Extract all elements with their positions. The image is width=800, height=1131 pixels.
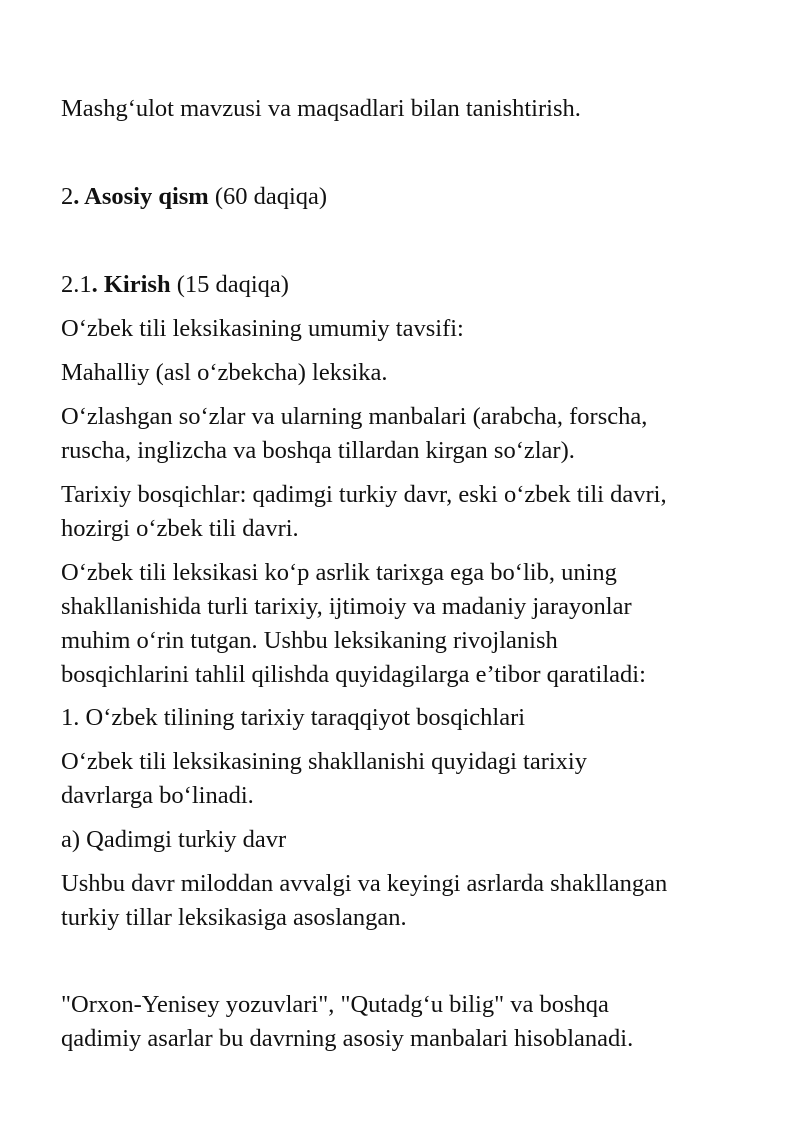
intro-line: Mashg‘ulot mavzusi va maqsadlari bilan tanishtirish. <box>61 95 581 122</box>
paragraph-5-line-4: bosqichlarini tahlil qilishda quyidagilarga e’tibor qaratiladi: <box>61 661 646 688</box>
paragraph-5-line-3: muhim o‘rin tutgan. Ushbu leksikaning rivojlanish <box>61 627 558 654</box>
paragraph-5-line-1: O‘zbek tili leksikasi ko‘p asrlik tarixga ega bo‘lib, uning <box>61 559 617 586</box>
section-2-heading <box>61 180 327 214</box>
paragraph-3-line-1: O‘zlashgan so‘zlar va ularning manbalari (arabcha, forscha, <box>61 403 648 430</box>
section-2-number: 2 <box>61 183 74 210</box>
paragraph-10-line-1: "Orxon-Yenisey yozuvlari", "Qutadg‘u bilig" va boshqa <box>61 991 609 1018</box>
paragraph-6: 1. O‘zbek tilining tarixiy taraqqiyot bosqichlari <box>61 704 526 731</box>
paragraph-7-line-2: davrlarga bo‘linadi. <box>61 782 254 809</box>
section-2-1-title: . Kirish <box>91 271 171 298</box>
paragraph-9-line-1: Ushbu davr miloddan avvalgi va keyingi asrlarda shakllangan <box>61 870 668 897</box>
paragraph-3-line-2: ruscha, inglizcha va boshqa tillardan kirgan so‘zlar). <box>61 437 575 464</box>
section-2-1-heading <box>61 268 289 302</box>
paragraph-9-line-2: turkiy tillar leksikasiga asoslangan. <box>61 904 407 931</box>
paragraph-4-line-2: hozirgi o‘zbek tili davri. <box>61 515 299 542</box>
section-2-1-number: 2.1 <box>61 271 92 298</box>
paragraph-1: O‘zbek tili leksikasining umumiy tavsifi: <box>61 315 464 342</box>
paragraph-8: a) Qadimgi turkiy davr <box>61 826 287 853</box>
paragraph-5-line-2: shakllanishida turli tarixiy, ijtimoiy va madaniy jarayonlar <box>61 593 632 620</box>
section-2-1-duration: (15 daqiqa) <box>170 271 289 298</box>
section-2-title: . Asosiy qism <box>73 183 209 210</box>
paragraph-4-line-1: Tarixiy bosqichlar: qadimgi turkiy davr, eski o‘zbek tili davri, <box>61 481 667 508</box>
section-2-duration: (60 daqiqa) <box>208 183 328 210</box>
paragraph-7-line-1: O‘zbek tili leksikasining shakllanishi quyidagi tarixiy <box>61 748 587 775</box>
paragraph-10-line-2: qadimiy asarlar bu davrning asosiy manbalari hisoblanadi. <box>61 1025 634 1052</box>
paragraph-2: Mahalliy (asl o‘zbekcha) leksika. <box>61 359 388 386</box>
